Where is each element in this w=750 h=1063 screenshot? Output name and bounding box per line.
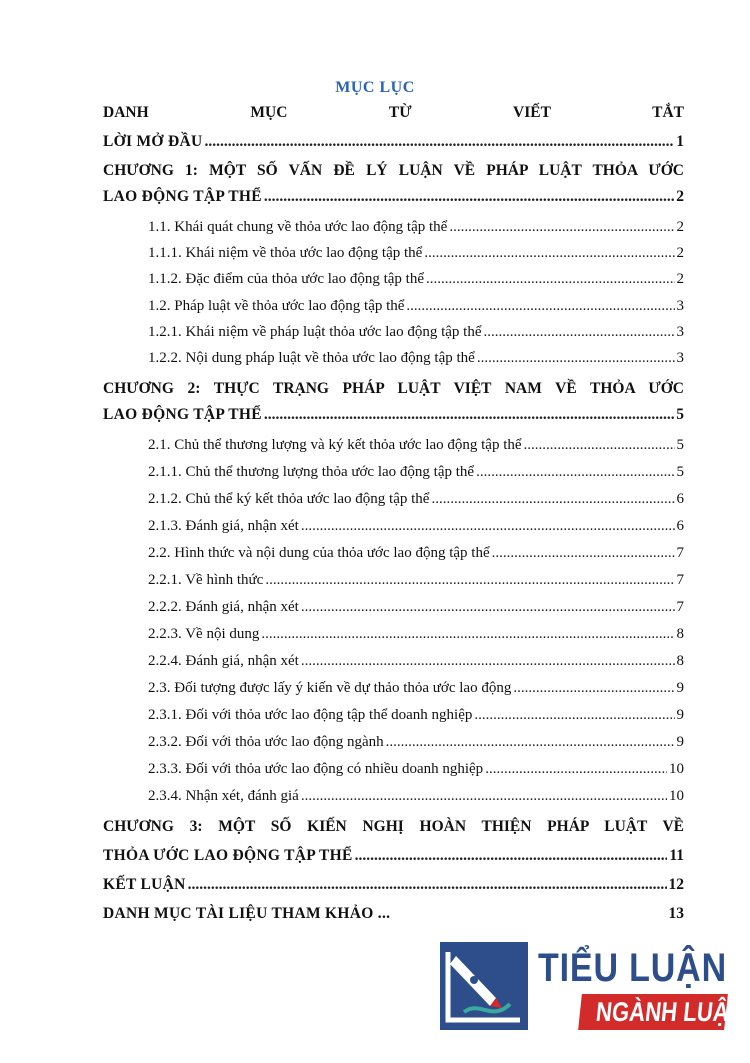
toc-page-number: 2 xyxy=(676,271,684,287)
toc-entry-2-2-3[interactable] xyxy=(148,626,684,650)
toc-page-number: 2 xyxy=(676,245,684,261)
toc-entry-abbreviations[interactable]: DANH MỤC TỪ VIẾT TẮT xyxy=(103,104,684,121)
toc-entry-text: 2.3.1. Đối với thỏa ước lao động tập thể doanh nghiệp xyxy=(148,707,473,723)
toc-entry-chapter-1[interactable]: CHƯƠNG 1: MỘT SỐ VẤN ĐỀ LÝ LUẬN VỀ PHÁP LUẬT THỎA ƯỚC xyxy=(103,162,684,179)
toc-entry-text: 2.1.3. Đánh giá, nhận xét xyxy=(148,518,299,534)
toc-page-number: 5 xyxy=(676,406,684,423)
dot-leader xyxy=(406,298,674,315)
toc-entry-1-2[interactable] xyxy=(148,298,684,322)
toc-entry-text: 2.3.3. Đối với thỏa ước lao động có nhiều doanh nghiệp xyxy=(148,761,484,777)
toc-page-number: 7 xyxy=(676,599,684,615)
toc-page-number: 3 xyxy=(676,298,684,314)
toc-entry-text: KẾT LUẬN xyxy=(103,876,186,893)
brand-logo xyxy=(440,938,744,1038)
toc-page-number: 9 xyxy=(676,707,684,723)
toc-entry-2-3[interactable] xyxy=(148,680,684,704)
toc-entry-text: 2.3.2. Đối với thỏa ước lao động ngành xyxy=(148,734,384,750)
toc-page-number: 2 xyxy=(676,188,684,205)
toc-title: MỤC LỤC xyxy=(335,79,415,96)
toc-page-number: 11 xyxy=(669,847,684,864)
toc-entry-text: 2.2.4. Đánh giá, nhận xét xyxy=(148,653,299,669)
toc-page-number: 10 xyxy=(669,761,684,777)
toc-entry-2-1-1[interactable] xyxy=(148,464,684,488)
dot-leader xyxy=(426,271,675,288)
toc-page-number: 9 xyxy=(676,680,684,696)
toc-entry-chapter-3[interactable]: CHƯƠNG 3: MỘT SỐ KIẾN NGHỊ HOÀN THIỆN PHÁP LUẬT VỀ xyxy=(103,818,684,835)
toc-page-number: 5 xyxy=(676,437,684,453)
toc-entry-chapter-2[interactable]: CHƯƠNG 2: THỰC TRẠNG PHÁP LUẬT VIỆT NAM VỀ THỎA ƯỚC xyxy=(103,380,684,397)
toc-entry-2-1[interactable] xyxy=(148,437,684,461)
toc-entry-references[interactable] xyxy=(103,905,684,929)
logo-title: TIỂU LUẬN xyxy=(538,946,727,990)
toc-page-number: 8 xyxy=(676,626,684,642)
toc-entry-text: 1.2.2. Nội dung pháp luật về thỏa ước lao động tập thể xyxy=(148,350,475,366)
toc-page-number: 1 xyxy=(676,133,684,150)
toc-page-number: 2 xyxy=(676,219,684,235)
dot-leader xyxy=(431,491,674,508)
dot-leader xyxy=(265,572,674,589)
toc-entry-text: 2.2. Hình thức và nội dung của thỏa ước lao động tập thể xyxy=(148,545,490,561)
dot-leader xyxy=(188,876,667,894)
dot-leader xyxy=(204,133,674,151)
toc-page-number: 7 xyxy=(676,572,684,588)
dot-leader xyxy=(476,464,674,481)
dot-leader xyxy=(261,626,674,643)
logo-subtitle-badge xyxy=(578,994,744,1030)
toc-page-number: 5 xyxy=(676,464,684,480)
pen-nib-icon xyxy=(440,942,528,1030)
dot-leader xyxy=(301,518,675,535)
dot-leader xyxy=(355,847,668,865)
dot-leader xyxy=(477,350,675,367)
dot-leader xyxy=(524,437,675,454)
toc-page-number: 3 xyxy=(676,350,684,366)
toc-entry-2-2-2[interactable] xyxy=(148,599,684,623)
dot-leader xyxy=(449,219,674,236)
toc-page-number: 8 xyxy=(676,653,684,669)
toc-entry-2-3-4[interactable] xyxy=(148,788,684,812)
toc-entry-text: LAO ĐỘNG TẬP THỂ xyxy=(103,406,262,423)
toc-entry-2-3-3[interactable] xyxy=(148,761,684,785)
toc-entry-2-3-1[interactable] xyxy=(148,707,684,731)
toc-entry-conclusion[interactable] xyxy=(103,876,684,900)
toc-entry-text: DANH MỤC TÀI LIỆU THAM KHẢO ... xyxy=(103,905,391,922)
toc-entry-2-1-2[interactable] xyxy=(148,491,684,515)
toc-entry-text: 2.1. Chủ thể thương lượng và ký kết thỏa ước lao động tập thể xyxy=(148,437,522,453)
toc-entry-chapter-3-cont[interactable] xyxy=(103,847,684,871)
toc-entry-text: 2.2.2. Đánh giá, nhận xét xyxy=(148,599,299,615)
toc-page-number: 6 xyxy=(676,518,684,534)
toc-entry-2-2[interactable] xyxy=(148,545,684,569)
dot-leader xyxy=(264,406,674,424)
toc-entry-text: 2.1.2. Chủ thể ký kết thỏa ước lao động tập thể xyxy=(148,491,430,507)
toc-entry-text: 1.2. Pháp luật về thỏa ước lao động tập thể xyxy=(148,298,405,314)
logo-subtitle: NGÀNH LUẬT xyxy=(594,997,744,1027)
toc-entry-1-2-2[interactable] xyxy=(148,350,684,374)
toc-entry-2-2-4[interactable] xyxy=(148,653,684,677)
dot-leader xyxy=(301,599,675,616)
toc-page-number: 6 xyxy=(676,491,684,507)
dot-leader xyxy=(386,734,675,751)
toc-entry-text: 2.3. Đối tượng được lấy ý kiến về dự thảo thỏa ước lao động xyxy=(148,680,512,696)
toc-page-number: 3 xyxy=(676,324,684,340)
toc-page-number: 7 xyxy=(676,545,684,561)
dot-leader xyxy=(485,761,667,778)
toc-entry-1-1-1[interactable] xyxy=(148,245,684,269)
toc-entry-text: LAO ĐỘNG TẬP THỂ xyxy=(103,188,262,205)
toc-entry-text: THỎA ƯỚC LAO ĐỘNG TẬP THỂ xyxy=(103,847,353,864)
toc-entry-chapter-1-cont[interactable] xyxy=(103,188,684,212)
toc-entry-1-1[interactable] xyxy=(148,219,684,243)
dot-leader xyxy=(301,653,675,670)
dot-leader xyxy=(492,545,675,562)
toc-entry-introduction[interactable] xyxy=(103,133,684,157)
toc-entry-text: 2.3.4. Nhận xét, đánh giá xyxy=(148,788,299,804)
toc-page-number: 9 xyxy=(676,734,684,750)
dot-leader xyxy=(264,188,674,206)
toc-entry-1-2-1[interactable] xyxy=(148,324,684,348)
dot-leader xyxy=(301,788,667,805)
toc-entry-text: LỜI MỞ ĐẦU xyxy=(103,133,203,150)
toc-page-number: 12 xyxy=(668,876,684,893)
dot-leader xyxy=(474,707,674,724)
toc-entry-text: 1.1.1. Khái niệm về thỏa ước lao động tập thể xyxy=(148,245,423,261)
toc-page-number: 13 xyxy=(668,905,684,922)
toc-entry-text: 1.2.1. Khái niệm về pháp luật thỏa ước lao động tập thể xyxy=(148,324,482,340)
dot-leader xyxy=(424,245,674,262)
toc-entry-2-2-1[interactable] xyxy=(148,572,684,596)
toc-entry-2-1-3[interactable] xyxy=(148,518,684,542)
dot-leader xyxy=(483,324,674,341)
toc-entry-1-1-2[interactable] xyxy=(148,271,684,295)
toc-entry-chapter-2-cont[interactable] xyxy=(103,406,684,430)
toc-entry-text: 2.2.1. Về hình thức xyxy=(148,572,264,588)
toc-page-number: 10 xyxy=(669,788,684,804)
toc-entry-text: 2.2.3. Về nội dung xyxy=(148,626,260,642)
toc-entry-2-3-2[interactable] xyxy=(148,734,684,758)
dot-leader xyxy=(513,680,674,697)
toc-entry-text: 1.1.2. Đặc điểm của thỏa ước lao động tập thể xyxy=(148,271,424,287)
toc-entry-text: 1.1. Khái quát chung về thỏa ước lao động tập thể xyxy=(148,219,448,235)
toc-entry-text: 2.1.1. Chủ thể thương lượng thỏa ước lao động tập thể xyxy=(148,464,475,480)
